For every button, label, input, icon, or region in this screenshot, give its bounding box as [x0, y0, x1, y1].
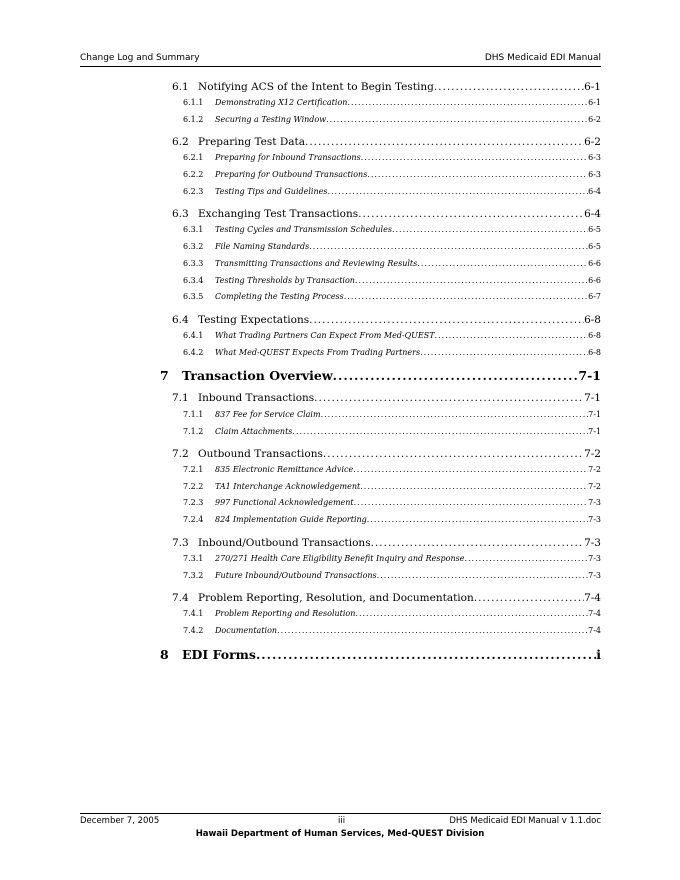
toc-entry[interactable] [172, 314, 601, 330]
toc-number: 6.3 [172, 208, 189, 220]
toc-entry[interactable] [160, 647, 601, 663]
toc-number: 7.2.4 [183, 515, 204, 524]
toc-entry[interactable] [172, 448, 601, 464]
toc-leader [371, 537, 584, 549]
toc-number: 6.3.4 [183, 276, 204, 285]
toc-entry[interactable] [172, 537, 601, 553]
toc-entry[interactable] [183, 115, 601, 131]
toc-number: 6.4 [172, 314, 189, 326]
toc-page: 6-4 [588, 187, 601, 196]
toc-page: 6-8 [584, 314, 601, 326]
toc-leader [417, 259, 588, 268]
toc-title: 824 Implementation Guide Reporting [215, 515, 367, 524]
toc-entry[interactable] [183, 482, 601, 498]
toc-page: 7-2 [588, 482, 601, 491]
toc-page: 6-3 [588, 170, 601, 179]
toc-leader [434, 81, 584, 93]
toc-title: 270/271 Health Care Eligibility Benefit Inquiry and Response [215, 554, 465, 563]
toc-entry[interactable] [172, 392, 601, 408]
toc-title: Testing Expectations [198, 314, 310, 326]
toc-leader [420, 348, 588, 357]
toc-leader [392, 225, 588, 234]
toc-number: 7.4 [172, 592, 189, 604]
toc-page: 7-3 [584, 537, 601, 549]
header-left-text: Change Log and Summary [80, 53, 200, 63]
toc-title: Future Inbound/Outbound Transactions [215, 571, 377, 580]
toc-page: 7-2 [584, 448, 601, 460]
toc-number: 6.4.2 [183, 348, 204, 357]
toc-number: 7.2.1 [183, 465, 204, 474]
toc-leader [435, 331, 589, 340]
toc-title: TA1 Interchange Acknowledgement [215, 482, 361, 491]
toc-leader [347, 98, 588, 107]
toc-title: Testing Tips and Guidelines [215, 187, 328, 196]
toc-entry[interactable] [172, 592, 601, 608]
toc-number: 6.3.2 [183, 242, 204, 251]
toc-page: 6-2 [584, 136, 601, 148]
toc-number: 6.2.1 [183, 153, 204, 162]
toc-title: EDI Forms [182, 647, 256, 662]
toc-page: 7-4 [588, 626, 601, 635]
toc-entry[interactable] [183, 259, 601, 275]
toc-number: 6.1.1 [183, 98, 204, 107]
toc-title: Preparing Test Data [198, 136, 305, 148]
footer-doc-name: DHS Medicaid EDI Manual v 1.1.doc [449, 816, 601, 826]
toc-title: Documentation [215, 626, 278, 635]
toc-title: Preparing for Inbound Transactions [215, 153, 361, 162]
toc-entry[interactable] [183, 554, 601, 570]
toc-number: 7.1.1 [183, 410, 204, 419]
toc-page: 6-1 [584, 81, 601, 93]
toc-leader [333, 368, 579, 383]
toc-entry[interactable] [172, 81, 601, 97]
toc-title: Inbound Transactions [198, 392, 315, 404]
toc-number: 6.2.2 [183, 170, 204, 179]
toc-page: 6-6 [588, 259, 601, 268]
toc-page: 7-1 [578, 368, 601, 383]
toc-leader [344, 292, 588, 301]
toc-number: 6.4.1 [183, 331, 204, 340]
toc-entry[interactable] [160, 368, 601, 384]
toc-leader [309, 242, 588, 251]
toc-page: 7-1 [584, 392, 601, 404]
toc-page: 6-6 [588, 276, 601, 285]
toc-number: 7.4.1 [183, 609, 204, 618]
toc-title: Problem Reporting and Resolution [215, 609, 356, 618]
toc-number: 8 [160, 647, 169, 662]
toc-entry[interactable] [183, 170, 601, 186]
toc-title: Completing the Testing Process [215, 292, 344, 301]
toc-number: 6.1.2 [183, 115, 204, 124]
toc-number: 6.1 [172, 81, 189, 93]
toc-leader [354, 498, 588, 507]
toc-leader [360, 482, 588, 491]
toc-page: 7-2 [588, 465, 601, 474]
toc-title: Transaction Overview [182, 368, 333, 383]
toc-number: 7.3 [172, 537, 189, 549]
toc-page: 7-4 [588, 609, 601, 618]
toc-title: What Med-QUEST Expects From Trading Partners [215, 348, 421, 357]
toc-leader [377, 571, 588, 580]
toc-leader [367, 170, 588, 179]
toc-leader [292, 427, 588, 436]
footer-organization: Hawaii Department of Human Services, Med-QUEST Division [195, 829, 485, 839]
toc-number: 6.3.1 [183, 225, 204, 234]
toc-page: 6-7 [588, 292, 601, 301]
toc-title: Notifying ACS of the Intent to Begin Testing [198, 81, 434, 93]
toc-title: What Trading Partners Can Expect From Med-QUEST [215, 331, 435, 340]
toc-title: Testing Thresholds by Transaction [215, 276, 355, 285]
toc-entry[interactable] [172, 208, 601, 224]
toc-entry[interactable] [183, 187, 601, 203]
toc-entry[interactable] [183, 410, 601, 426]
toc-page: 6-5 [588, 242, 601, 251]
toc-number: 6.3.5 [183, 292, 204, 301]
toc-title: Preparing for Outbound Transactions [215, 170, 368, 179]
toc-title: Exchanging Test Transactions [198, 208, 359, 220]
toc-leader [305, 136, 584, 148]
toc-title: 837 Fee for Service Claim [215, 410, 321, 419]
toc-number: 7.2 [172, 448, 189, 460]
toc-leader [323, 448, 584, 460]
toc-title: Demonstrating X12 Certification [215, 98, 348, 107]
toc-leader [355, 609, 588, 618]
toc-leader [464, 554, 588, 563]
toc-entry[interactable] [183, 609, 601, 625]
toc-page: 6-8 [588, 348, 601, 357]
toc-page: 6-4 [584, 208, 601, 220]
toc-page: 7-4 [584, 592, 601, 604]
toc-entry[interactable] [172, 136, 601, 152]
toc-page: 7-1 [588, 427, 601, 436]
toc-entry[interactable] [183, 515, 601, 531]
toc-leader [474, 592, 584, 604]
toc-entry[interactable] [183, 276, 601, 292]
toc-title: Testing Cycles and Transmission Schedules [215, 225, 392, 234]
toc-title: Inbound/Outbound Transactions [198, 537, 371, 549]
toc-leader [327, 187, 588, 196]
toc-entry[interactable] [183, 571, 601, 587]
footer-page-number: iii [338, 816, 346, 826]
toc-title: 835 Electronic Remittance Advice [215, 465, 354, 474]
toc-entry[interactable] [183, 626, 601, 642]
toc-page: 6-1 [588, 98, 601, 107]
toc-leader [314, 392, 584, 404]
toc-page: 6-2 [588, 115, 601, 124]
toc-leader [367, 515, 588, 524]
toc-entry[interactable] [183, 427, 601, 443]
footer-date: December 7, 2005 [80, 816, 160, 826]
toc-number: 7.3.1 [183, 554, 204, 563]
toc-entry[interactable] [183, 98, 601, 114]
toc-page: 7-3 [588, 515, 601, 524]
toc-number: 6.3.3 [183, 259, 204, 268]
toc-page: 6-5 [588, 225, 601, 234]
toc-page: 7-1 [588, 410, 601, 419]
toc-leader [361, 153, 588, 162]
toc-page: i [596, 647, 601, 662]
toc-page: 6-8 [588, 331, 601, 340]
toc-number: 7.3.2 [183, 571, 204, 580]
toc-entry[interactable] [183, 331, 601, 347]
toc-page: 7-3 [588, 571, 601, 580]
toc-number: 7.2.2 [183, 482, 204, 491]
toc-title: Securing a Testing Window [215, 115, 327, 124]
toc-leader [358, 208, 584, 220]
toc-title: File Naming Standards [215, 242, 310, 251]
toc-number: 7.1 [172, 392, 189, 404]
toc-entry[interactable] [183, 348, 601, 364]
toc-leader [355, 276, 588, 285]
toc-leader [326, 115, 588, 124]
toc-number: 7.4.2 [183, 626, 204, 635]
toc-page: 7-3 [588, 554, 601, 563]
toc-title: Claim Attachments [215, 427, 293, 436]
toc-title: Problem Reporting, Resolution, and Documentation [198, 592, 474, 604]
toc-title: Outbound Transactions [198, 448, 323, 460]
toc-entry[interactable] [183, 465, 601, 481]
toc-title: Transmitting Transactions and Reviewing Results [215, 259, 418, 268]
toc-entry[interactable] [183, 242, 601, 258]
toc-leader [353, 465, 588, 474]
toc-number: 7.1.2 [183, 427, 204, 436]
toc-leader [321, 410, 589, 419]
toc-number: 6.2 [172, 136, 189, 148]
toc-number: 7 [160, 368, 169, 383]
toc-title: 997 Functional Acknowledgement [215, 498, 354, 507]
toc-number: 7.2.3 [183, 498, 204, 507]
toc-leader [277, 626, 588, 635]
toc-leader [309, 314, 584, 326]
toc-entry[interactable] [183, 498, 601, 514]
toc-page: 7-3 [588, 498, 601, 507]
toc-entry[interactable] [183, 225, 601, 241]
page-footer [80, 816, 601, 830]
toc-number: 6.2.3 [183, 187, 204, 196]
toc-leader [256, 647, 596, 662]
toc-entry[interactable] [183, 153, 601, 169]
toc-page: 6-3 [588, 153, 601, 162]
footer-rule [80, 813, 601, 815]
header-right-text: DHS Medicaid EDI Manual [484, 53, 601, 63]
toc-entry[interactable] [183, 292, 601, 308]
